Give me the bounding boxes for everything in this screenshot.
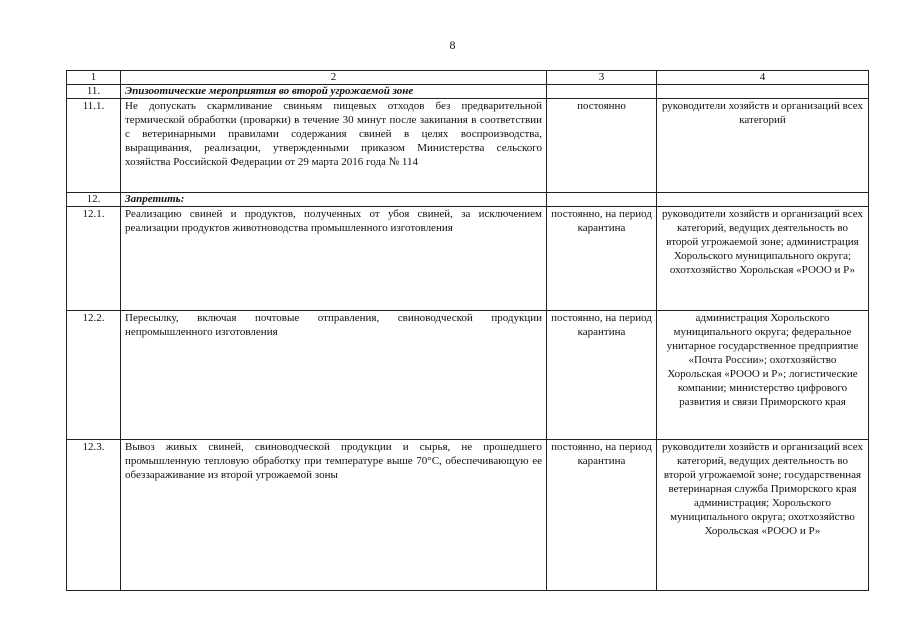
empty-cell [657,193,869,207]
column-header-1: 1 [67,71,121,85]
item-period: постоянно, на период карантина [547,207,657,311]
empty-cell [547,85,657,99]
table-row-12-1 [67,207,869,311]
item-description: Вывоз живых свиней, свиноводческой продукции и сырья, не прошедшего промышленную тепловую обработку при температуре выше 70°C, обеспечивающую ее обеззараживание из второй угрожаемой зоны [121,440,547,591]
item-responsible: руководители хозяйств и организаций всех категорий, ведущих деятельность во второй угрожаемой зоне; государственная ветеринарная служба Приморского края администрация; Хорольского муниципального округа; охотхозяйство Хорольская «РООО и Р» [657,440,869,591]
column-header-2: 2 [121,71,547,85]
column-header-3: 3 [547,71,657,85]
item-period: постоянно, на период карантина [547,440,657,591]
item-responsible: руководители хозяйств и организаций всех категорий [657,99,869,193]
item-description: Реализацию свиней и продуктов, полученных от убоя свиней, за исключением реализации продуктов животноводства промышленного изготовления [121,207,547,311]
item-description: Пересылку, включая почтовые отправления, свиноводческой продукции непромышленного изготовления [121,311,547,440]
item-number: 12.2. [67,311,121,440]
empty-cell [547,193,657,207]
table-row-12-2 [67,311,869,440]
item-period: постоянно, на период карантина [547,311,657,440]
measures-table [66,70,869,591]
section-number: 12. [67,193,121,207]
section-row-12 [67,193,869,207]
item-number: 11.1. [67,99,121,193]
item-description: Не допускать скармливание свиньям пищевых отходов без предварительной термической обработки (проварки) в течение 30 минут после закипания в соответствии с ветеринарными правилами содержания свиней в целях воспроизводства, выращивания, реализации, утвержденными приказом Министерства сельского хозяйства Российской Федерации от 29 марта 2016 года № 114 [121,99,547,193]
table-header-row [67,71,869,85]
column-header-4: 4 [657,71,869,85]
item-period: постоянно [547,99,657,193]
section-title: Запретить: [121,193,547,207]
item-responsible: руководители хозяйств и организаций всех категорий, ведущих деятельность во второй угрожаемой зоне; администрация Хорольского муниципального округа; охотхозяйство Хорольская «РООО и Р» [657,207,869,311]
page-number: 8 [449,38,456,52]
section-number: 11. [67,85,121,99]
item-number: 12.3. [67,440,121,591]
item-number: 12.1. [67,207,121,311]
empty-cell [657,85,869,99]
table-row-12-3 [67,440,869,591]
section-row-11 [67,85,869,99]
table-row-11-1 [67,99,869,193]
item-responsible: администрация Хорольского муниципального округа; федеральное унитарное государственное предприятие «Почта России»; охотхозяйство Хорольская «РООО и Р»; логистические компании; министерство цифрового развития и связи Приморского края [657,311,869,440]
section-title: Эпизоотические мероприятия во второй угрожаемой зоне [121,85,547,99]
